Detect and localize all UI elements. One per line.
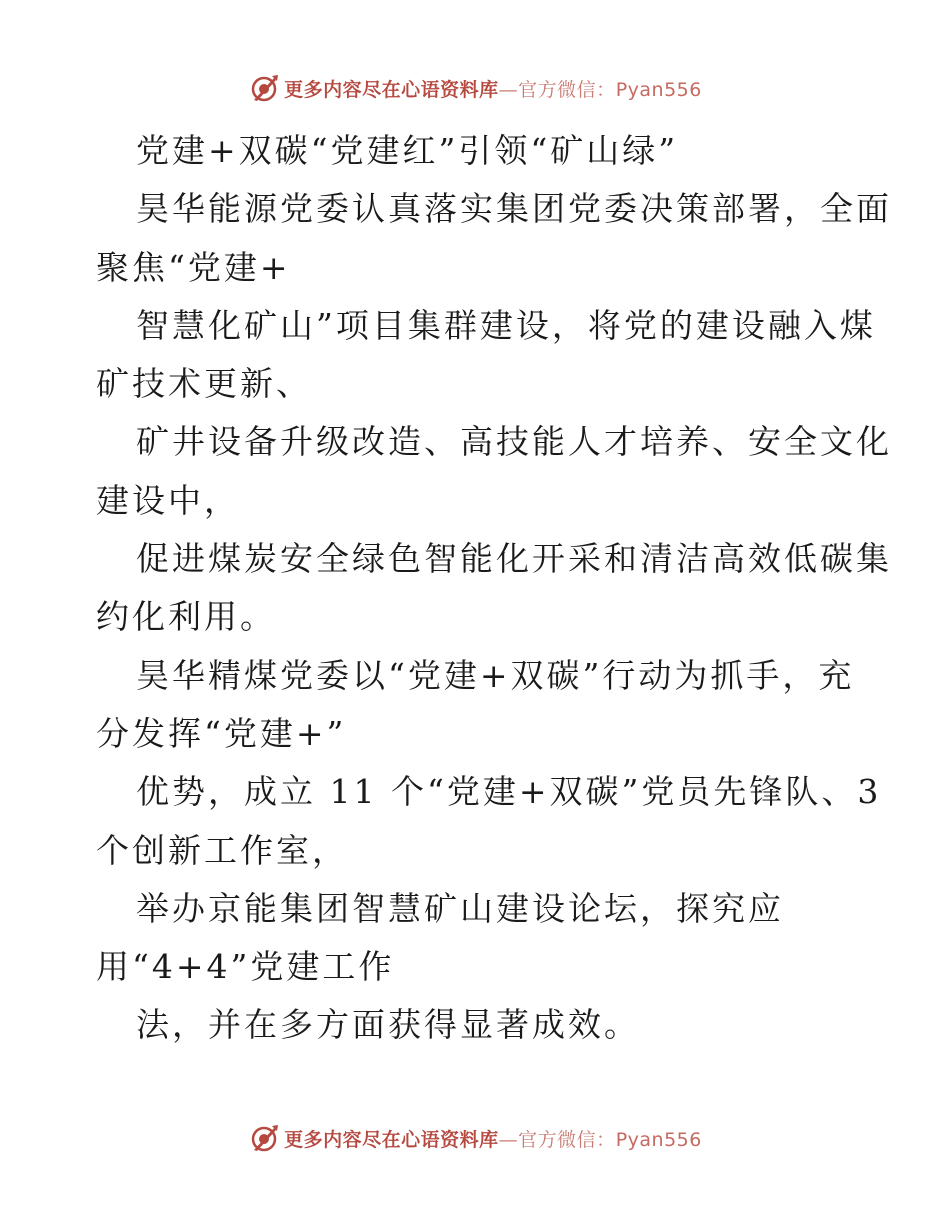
body-line: 用“4+4”党建工作 bbox=[96, 947, 395, 987]
watermark-sub: —官方微信： bbox=[498, 1128, 616, 1151]
watermark-sub: —官方微信： bbox=[498, 78, 616, 101]
watermark-text bbox=[284, 75, 702, 102]
quill-logo-icon bbox=[248, 72, 280, 104]
watermark-brand: 更多内容尽在心语资料库 bbox=[284, 1128, 499, 1151]
watermark-wechat: Pyan556 bbox=[615, 78, 702, 101]
body-line: 法，并在多方面获得显著成效。 bbox=[136, 1005, 640, 1045]
body-line: 矿井设备升级改造、高技能人才培养、安全文化 bbox=[136, 422, 892, 462]
body-line: 党建+双碳“党建红”引领“矿山绿” bbox=[136, 131, 679, 170]
body-line: 分发挥“党建+” bbox=[96, 713, 347, 753]
body-line: 建设中， bbox=[96, 480, 240, 520]
quill-logo-icon bbox=[248, 1122, 280, 1154]
footer-watermark bbox=[0, 1122, 950, 1154]
document-body bbox=[96, 122, 892, 1055]
body-line: 矿技术更新、 bbox=[96, 364, 312, 404]
body-line: 昊华能源党委认真落实集团党委决策部署，全面 bbox=[136, 189, 892, 229]
body-line: 约化利用。 bbox=[96, 597, 276, 637]
watermark-wechat: Pyan556 bbox=[615, 1128, 702, 1151]
body-line: 促进煤炭安全绿色智能化开采和清洁高效低碳集 bbox=[136, 539, 892, 579]
watermark-text bbox=[284, 1125, 702, 1152]
header-watermark bbox=[0, 72, 950, 104]
body-line: 举办京能集团智慧矿山建设论坛，探究应 bbox=[136, 888, 784, 928]
body-line: 聚焦“党建+ bbox=[96, 247, 291, 287]
body-line: 优势，成立 11 个“党建+双碳”党员先锋队、3 bbox=[136, 772, 882, 812]
watermark-brand: 更多内容尽在心语资料库 bbox=[284, 78, 499, 101]
body-line: 昊华精煤党委以“党建+双碳”行动为抓手，充 bbox=[136, 655, 855, 695]
body-line: 个创新工作室， bbox=[96, 830, 348, 870]
body-line: 智慧化矿山”项目集群建设，将党的建设融入煤 bbox=[136, 305, 876, 345]
